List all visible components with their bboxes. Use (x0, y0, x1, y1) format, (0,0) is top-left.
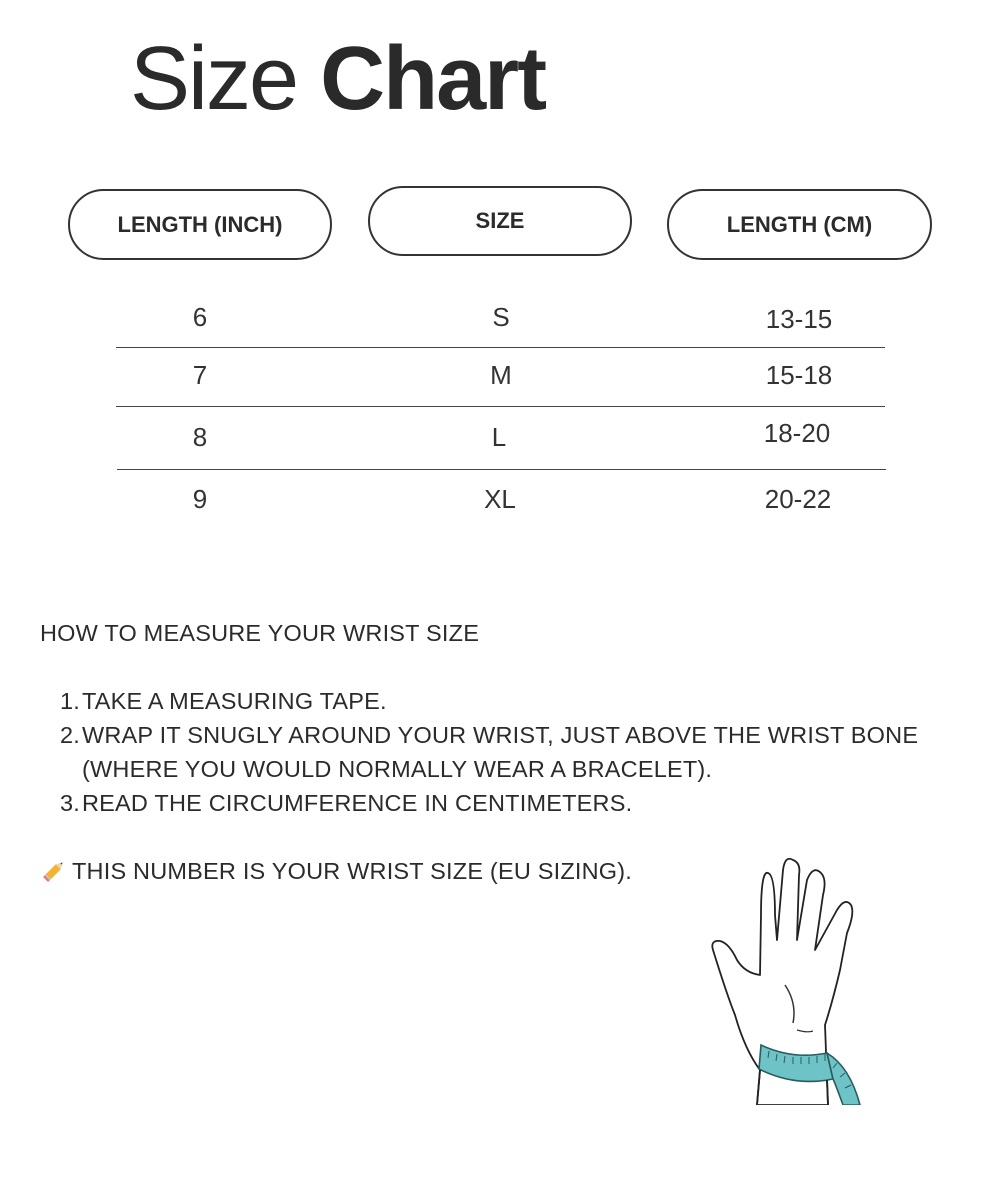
table-row (116, 350, 885, 407)
title-light: Size (130, 29, 298, 129)
step-number: 2. (60, 722, 80, 748)
page-title (130, 29, 546, 129)
note-text: THIS NUMBER IS YOUR WRIST SIZE (EU SIZING). (72, 858, 633, 884)
row-divider (116, 347, 885, 348)
cell-inch: 7 (192, 360, 208, 390)
header-length-inch: LENGTH (INCH) (68, 189, 332, 260)
step-text: WRAP IT SNUGLY AROUND YOUR WRIST, JUST ABOVE THE WRIST BONE (82, 722, 919, 748)
step-text-continued: (WHERE YOU WOULD NORMALLY WEAR A BRACELET). (82, 756, 713, 782)
cell-inch: 8 (192, 422, 208, 452)
cell-size: S (492, 302, 510, 332)
cell-cm: 15-18 (765, 360, 833, 390)
cell-inch: 9 (192, 484, 208, 514)
step-text: TAKE A MEASURING TAPE. (82, 688, 387, 714)
cell-size: M (490, 360, 512, 390)
row-divider (116, 406, 885, 407)
steps-list (40, 684, 918, 820)
instructions-heading: HOW TO MEASURE YOUR WRIST SIZE (40, 620, 480, 646)
measure-instructions (40, 616, 918, 888)
row-divider (117, 469, 886, 470)
header-length-cm: LENGTH (CM) (667, 189, 932, 260)
cell-inch: 6 (192, 302, 208, 332)
list-item (40, 786, 918, 820)
list-item (40, 718, 918, 786)
cell-cm: 20-22 (764, 484, 832, 514)
cell-size: L (491, 422, 507, 452)
pencil-icon (40, 857, 68, 885)
hand-with-measuring-tape (705, 855, 865, 1105)
list-item (40, 684, 918, 718)
table-row (116, 292, 885, 348)
cell-cm: 18-20 (763, 418, 831, 448)
title-bold: Chart (320, 29, 546, 129)
table-row (116, 472, 885, 522)
header-size: SIZE (368, 186, 632, 256)
table-row (117, 408, 886, 470)
cell-size: XL (484, 484, 516, 514)
step-number: 3. (60, 790, 80, 816)
step-text: READ THE CIRCUMFERENCE IN CENTIMETERS. (82, 790, 633, 816)
cell-cm: 13-15 (765, 304, 833, 334)
step-number: 1. (60, 688, 80, 714)
